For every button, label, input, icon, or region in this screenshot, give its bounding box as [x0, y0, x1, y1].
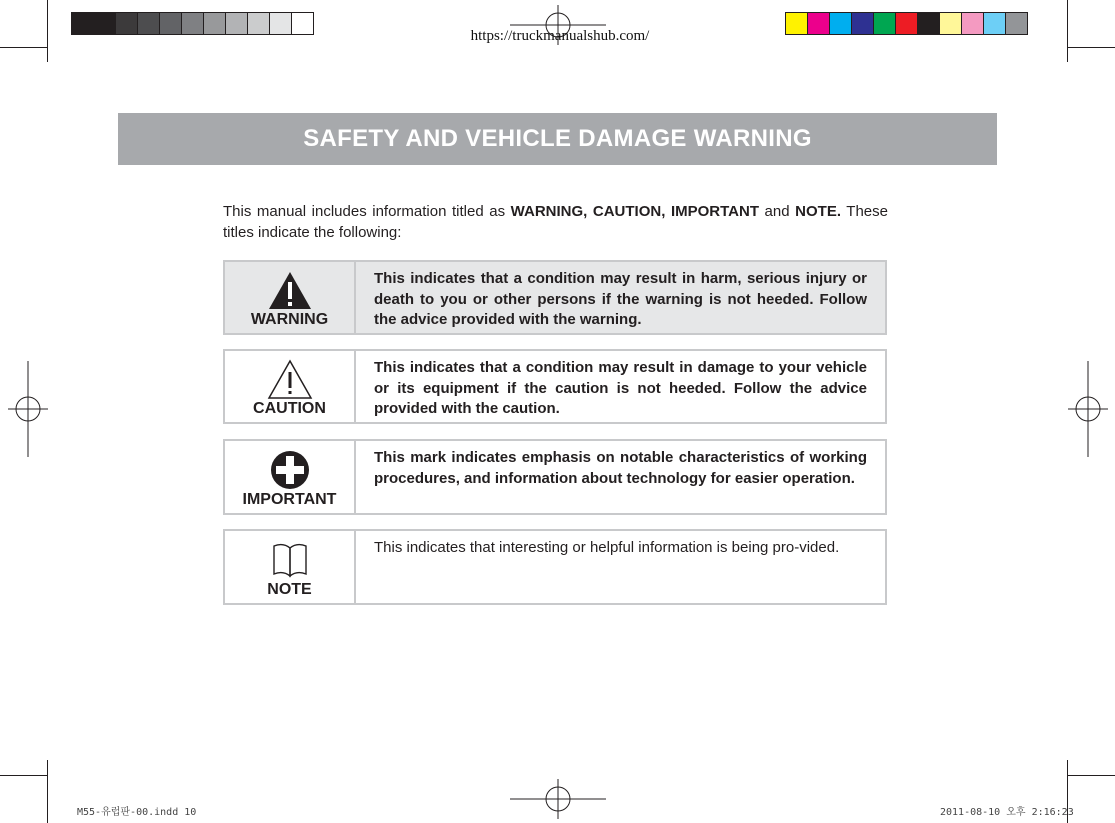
open-book-icon	[270, 539, 310, 581]
color-swatch	[203, 12, 226, 35]
caution-notice	[223, 349, 887, 424]
footer-timestamp: 2011-08-10 오후 2:16:23	[940, 807, 1074, 818]
notice-text: This mark indicates emphasis on notable characteristics of working procedures, and information about technology for easier operation.	[374, 449, 867, 487]
color-swatch	[159, 12, 182, 35]
notice-label: WARNING	[250, 311, 329, 328]
color-swatch	[829, 12, 852, 35]
process-color-bar	[786, 12, 1028, 35]
color-swatch	[983, 12, 1006, 35]
source-url: https://truckmanualshub.com/	[470, 28, 650, 44]
intro-text: This manual includes information titled as	[223, 203, 511, 220]
crop-mark	[1068, 47, 1115, 48]
intro-text: These titles indicate the following:	[223, 203, 888, 241]
registration-mark-right	[1068, 361, 1108, 457]
color-swatch	[895, 12, 918, 35]
color-swatch	[939, 12, 962, 35]
notice-icon-cell	[225, 441, 356, 513]
color-swatch	[93, 12, 116, 35]
page-title: SAFETY AND VEHICLE DAMAGE WARNING	[118, 113, 997, 165]
caution-triangle-outline-icon	[266, 358, 314, 400]
warning-notice	[223, 260, 887, 335]
gray-color-bar	[72, 12, 314, 35]
registration-mark-bottom	[510, 779, 606, 819]
color-swatch	[115, 12, 138, 35]
color-swatch	[873, 12, 896, 35]
crop-mark	[1068, 775, 1115, 776]
registration-mark-left	[8, 361, 48, 457]
crop-mark	[0, 47, 47, 48]
notice-icon-cell	[225, 351, 356, 422]
intro-bold-note: NOTE.	[795, 203, 841, 220]
notice-label: NOTE	[267, 581, 312, 598]
notice-icon-cell	[225, 262, 356, 333]
color-swatch	[269, 12, 292, 35]
color-swatch	[137, 12, 160, 35]
notice-text: This indicates that a condition may result in damage to your vehicle or its equipment if the caution is not heeded. Follow the advice provided with the caution.	[374, 359, 867, 417]
notice-label: CAUTION	[253, 400, 326, 417]
warning-triangle-filled-icon	[266, 269, 314, 311]
color-swatch	[961, 12, 984, 35]
note-notice	[223, 529, 887, 605]
color-swatch	[1005, 12, 1028, 35]
crop-mark	[1067, 0, 1068, 62]
notice-label: IMPORTANT	[242, 491, 337, 508]
crop-mark	[0, 775, 47, 776]
plus-circle-icon	[269, 449, 311, 491]
color-swatch	[225, 12, 248, 35]
color-swatch	[247, 12, 270, 35]
color-swatch	[71, 12, 94, 35]
notice-icon-cell	[225, 531, 356, 603]
color-swatch	[807, 12, 830, 35]
footer-filename: M55-유럽판-00.indd 10	[77, 807, 197, 818]
color-swatch	[851, 12, 874, 35]
notice-text: This indicates that interesting or helpful information is being pro-vided.	[374, 539, 840, 556]
intro-bold-titles: WARNING, CAUTION, IMPORTANT	[510, 203, 759, 220]
color-swatch	[917, 12, 940, 35]
color-swatch	[785, 12, 808, 35]
notice-text: This indicates that a condition may result in harm, serious injury or death to you or other persons if the warning is not heeded. Follow the advice provided with the warning.	[374, 270, 867, 328]
intro-paragraph	[223, 201, 888, 243]
color-swatch	[181, 12, 204, 35]
important-notice	[223, 439, 887, 515]
color-swatch	[291, 12, 314, 35]
intro-text: and	[759, 203, 796, 220]
crop-mark	[47, 0, 48, 62]
crop-mark	[47, 760, 48, 823]
